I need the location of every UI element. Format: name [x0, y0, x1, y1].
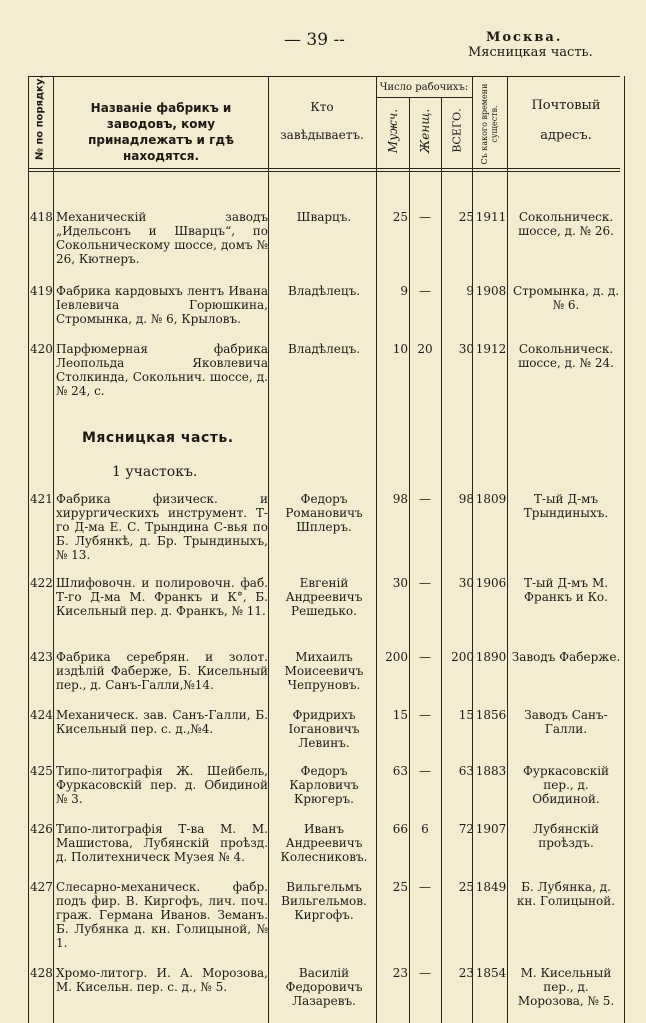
row-number: 420	[30, 342, 53, 356]
row-women: —	[419, 764, 431, 778]
col-border-who	[376, 76, 377, 1023]
row-year: 1911	[475, 210, 507, 224]
row-number: 426	[30, 822, 53, 836]
row-manager: Вильгельмъ Вильгельмов. Киргофъ.	[281, 880, 367, 922]
row-address: Фуркасовскій пер., д. Обидиной.	[522, 764, 610, 806]
row-factory: Хромо-литогр. И. А. Морозова, М. Кисельн. пер. с. д., № 5.	[56, 966, 268, 994]
row-manager: Владѣлецъ.	[287, 342, 361, 356]
row-number: 424	[30, 708, 53, 722]
header-bottom-rule-2	[28, 171, 620, 172]
header-bottom-rule	[28, 168, 620, 169]
row-number: 421	[30, 492, 53, 506]
workers-subheader-rule	[376, 97, 472, 98]
row-year: 1849	[475, 880, 507, 894]
row-women: 6	[421, 822, 429, 836]
header-name: Названіе фабрикъ и заводовъ, кому принадлежатъ и гдѣ находятся.	[88, 101, 234, 163]
row-women: 20	[417, 342, 433, 356]
row-women: —	[419, 880, 431, 894]
row-total: 63	[458, 764, 474, 778]
row-address: Т-ый Д-мъ М. Франкъ и Ко.	[523, 576, 609, 604]
row-number: 428	[30, 966, 53, 980]
row-manager: Фридрихъ Іогановичъ Левинъ.	[288, 708, 360, 750]
row-manager: Шварцъ.	[296, 210, 352, 224]
row-manager: Федоръ Романовичъ Шплеръ.	[285, 492, 363, 534]
row-number: 419	[30, 284, 53, 298]
row-factory: Фабрика кардовыхъ лентъ Ивана Іевлевича Горюшкина, Стромынка, д. № 6, Крыловъ.	[56, 284, 268, 326]
row-manager: Федоръ Карловичъ Крюгеръ.	[289, 764, 359, 806]
row-men: 98	[392, 492, 408, 506]
row-number: 425	[30, 764, 53, 778]
row-total: 30	[458, 576, 474, 590]
header-workers: Число рабочихъ:	[379, 82, 469, 93]
row-address: М. Кисельный пер., д. Морозова, № 5.	[517, 966, 615, 1008]
row-year: 1907	[475, 822, 507, 836]
row-total: 9	[466, 284, 474, 298]
city-title: Москва.	[486, 30, 563, 45]
row-men: 30	[392, 576, 408, 590]
header-who-1: Кто	[310, 100, 334, 114]
col-border-left	[28, 76, 29, 1023]
row-men: 10	[392, 342, 408, 356]
header-women: Женщ.	[418, 108, 432, 154]
row-manager: Василій Федоровичъ Лазаревъ.	[285, 966, 363, 1008]
row-factory: Типо-литографія Т-ва М. М. Машистова, Лубянскій проѣзд. д. Политехническ Музея № 4.	[56, 822, 268, 864]
row-women: —	[419, 966, 431, 980]
row-men: 15	[392, 708, 408, 722]
row-total: 25	[458, 880, 474, 894]
row-men: 25	[392, 880, 408, 894]
row-address: Т-ый Д-мъ Трындиныхъ.	[523, 492, 609, 520]
row-year: 1908	[475, 284, 507, 298]
row-total: 72	[458, 822, 474, 836]
row-men: 66	[392, 822, 408, 836]
row-women: —	[419, 576, 431, 590]
col-border-name	[268, 76, 269, 1023]
row-total: 30	[458, 342, 474, 356]
row-address: Стромынка, д. д. № 6.	[512, 284, 620, 312]
row-total: 23	[458, 966, 474, 980]
district-title: Мясницкая часть.	[468, 45, 593, 60]
row-year: 1883	[475, 764, 507, 778]
row-women: —	[419, 650, 431, 664]
row-men: 63	[392, 764, 408, 778]
header-who-2: завѣдываетъ.	[280, 128, 364, 142]
row-address: Сокольническ. шоссе, д. № 24.	[518, 342, 614, 370]
row-factory: Фабрика физическ. и хирургическихъ инструмент. Т-го Д-ма Е. С. Трындина С-вья по Б. Лубянкѣ, д. Бр. Трындиныхъ, № 13.	[56, 492, 268, 562]
row-factory: Механическій заводъ „Идельсонъ и Шварцъ“, по Сокольническому шоссе, домъ № 26, Кютнеръ.	[56, 210, 268, 266]
row-factory: Парфюмерная фабрика Леопольда Яковлевича Столкинда, Сокольнич. шоссе, д. № 24, с.	[56, 342, 268, 398]
row-manager: Иванъ Андреевичъ Колесниковъ.	[280, 822, 368, 864]
row-address: Заводъ Фаберже.	[511, 650, 621, 664]
row-men: 9	[400, 284, 408, 298]
header-num: № по порядку.	[34, 74, 46, 161]
row-address: Сокольническ. шоссе, д. № 26.	[518, 210, 614, 238]
row-total: 15	[458, 708, 474, 722]
col-border-year	[507, 76, 508, 1023]
row-men: 200	[385, 650, 408, 664]
section-title: Мясницкая часть.	[82, 430, 234, 446]
row-factory: Фабрика серебрян. и золот. издѣлій Фаберже, Б. Кисельный пер., д. Санъ-Галли,№14.	[56, 650, 268, 692]
row-year: 1890	[475, 650, 507, 664]
row-manager: Михаилъ Моисеевичъ Чепруновъ.	[284, 650, 364, 692]
row-women: —	[419, 210, 431, 224]
row-men: 23	[392, 966, 408, 980]
row-factory: Механическ. зав. Санъ-Галли, Б. Кисельный пер. с. д.,№4.	[56, 708, 268, 736]
row-number: 423	[30, 650, 53, 664]
row-year: 1856	[475, 708, 507, 722]
row-total: 200	[451, 650, 474, 664]
row-number: 427	[30, 880, 53, 894]
row-number: 422	[30, 576, 53, 590]
row-factory: Шлифовочн. и полировочн. фаб. Т-го Д-ма М. Франкъ и К°, Б. Кисельный пер. д. Франкъ, № 11.	[56, 576, 268, 618]
row-year: 1854	[475, 966, 507, 980]
header-address-2: адресъ.	[540, 128, 592, 143]
header-men: Мужч.	[386, 108, 400, 154]
row-manager: Евгеній Андреевичъ Решедько.	[285, 576, 363, 618]
row-number: 418	[30, 210, 53, 224]
row-address: Лубянскій проѣздъ.	[533, 822, 599, 850]
header-address-1: Почтовый	[531, 98, 601, 113]
row-manager: Владѣлецъ.	[287, 284, 361, 298]
row-women: —	[419, 284, 431, 298]
row-address: Заводъ Санъ-Галли.	[524, 708, 608, 736]
page-number: — 39 --	[284, 30, 345, 50]
header-since: Съ какого времени существ.	[480, 83, 499, 165]
col-border-num	[53, 76, 54, 1023]
row-women: —	[419, 492, 431, 506]
table-top-rule	[28, 76, 620, 77]
row-total: 98	[458, 492, 474, 506]
row-factory: Слесарно-механическ. фабр. подъ фир. В. Киргофъ, лич. поч. граж. Германа Иванов. Земанъ. Б. Лубянка д. кн. Голицыной, № 1.	[56, 880, 268, 950]
row-factory: Типо-литографія Ж. Шейбель, Фуркасовскій пер. д. Обидиной № 3.	[56, 764, 268, 806]
row-year: 1809	[475, 492, 507, 506]
row-women: —	[419, 708, 431, 722]
row-year: 1912	[475, 342, 507, 356]
row-address: Б. Лубянка, д. кн. Голицыной.	[516, 880, 616, 908]
subsection-title: 1 участокъ.	[112, 464, 198, 480]
row-total: 25	[458, 210, 474, 224]
header-total: ВСЕГО.	[450, 108, 464, 153]
row-year: 1906	[475, 576, 507, 590]
row-men: 25	[392, 210, 408, 224]
col-border-right	[624, 76, 625, 1023]
